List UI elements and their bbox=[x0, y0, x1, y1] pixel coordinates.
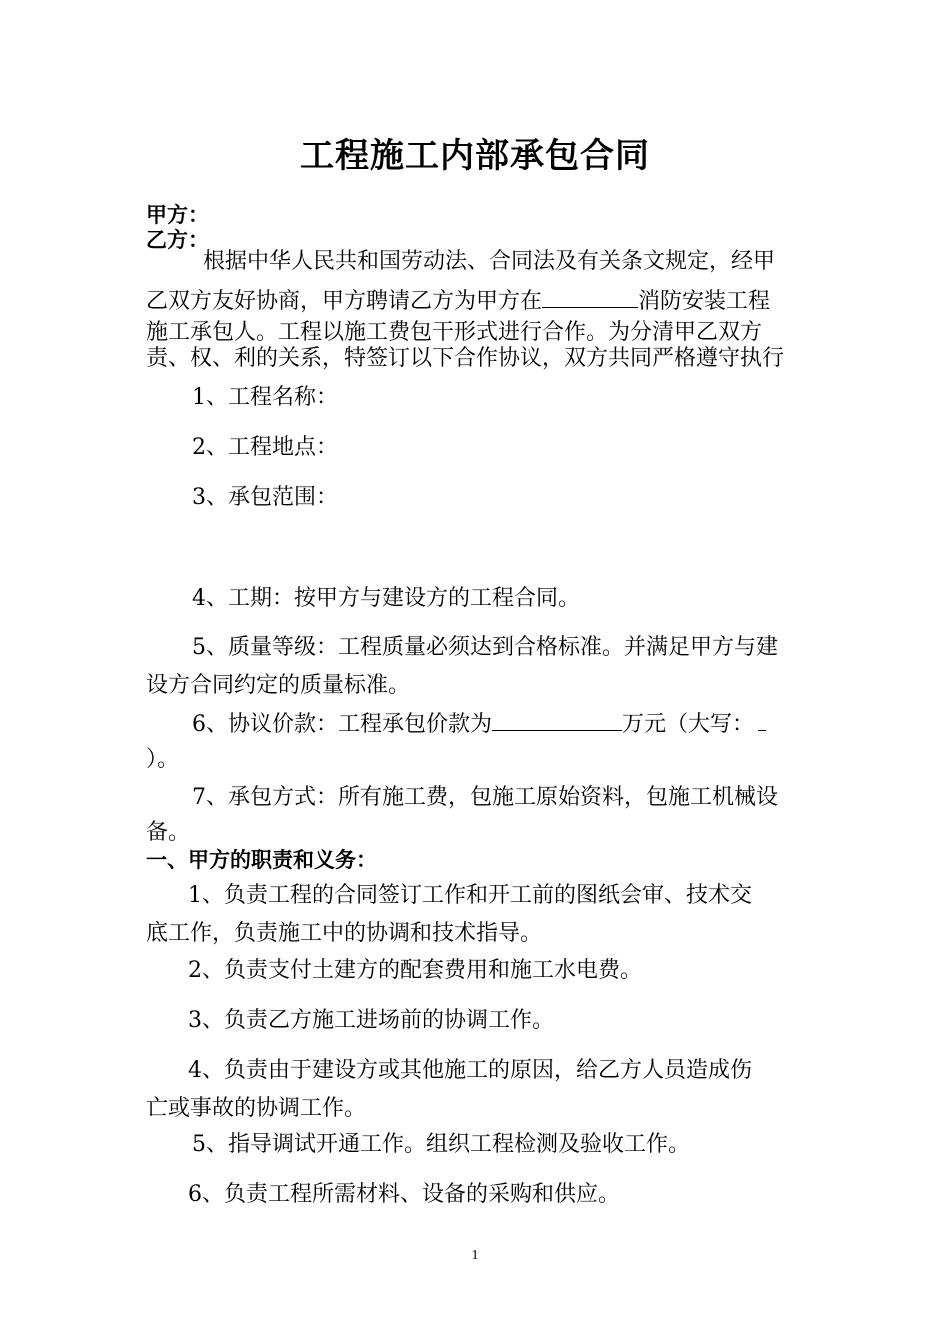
item-price bbox=[192, 708, 766, 740]
item-quality-1: 5、质量等级：工程质量必须达到合格标准。并满足甲方与建 bbox=[192, 635, 778, 660]
item-quality-2: 设方合同约定的质量标准。 bbox=[146, 673, 411, 698]
intro-line-2-tail: 消防安装工程 bbox=[638, 289, 771, 314]
item-method-2: 备。 bbox=[146, 820, 191, 845]
page-number: 1 bbox=[471, 1248, 479, 1263]
item-project-location: 2、工程地点： bbox=[192, 435, 338, 460]
document-title: 工程施工内部承包合同 bbox=[300, 136, 650, 176]
intro-line-1: 根据中华人民共和国劳动法、合同法及有关条文规定，经甲 bbox=[203, 249, 776, 274]
intro-line-4: 责、权、利的关系，特签订以下合作协议，双方共同严格遵守执行 bbox=[146, 346, 785, 371]
item-price-text: 6、协议价款：工程承包价款为 bbox=[192, 712, 492, 737]
intro-line-2 bbox=[146, 285, 770, 317]
item-contract-scope: 3、承包范围： bbox=[192, 485, 338, 510]
party-a-label: 甲方： bbox=[146, 203, 209, 227]
item-project-name: 1、工程名称： bbox=[192, 385, 338, 410]
section-1-heading: 一、甲方的职责和义务： bbox=[146, 848, 377, 872]
price-blank bbox=[492, 708, 622, 731]
item-price-close: ）。 bbox=[146, 747, 180, 772]
duty-4a: 4、负责由于建设方或其他施工的原因，给乙方人员造成伤 bbox=[188, 1058, 752, 1083]
item-duration: 4、工期：按甲方与建设方的工程合同。 bbox=[192, 586, 580, 611]
duty-1b: 底工作，负责施工中的协调和技术指导。 bbox=[146, 921, 543, 946]
intro-line-2-text: 乙双方友好协商，甲方聘请乙方为甲方在 bbox=[146, 289, 543, 314]
item-method-1: 7、承包方式：所有施工费，包施工原始资料，包施工机械设 bbox=[192, 785, 778, 810]
price-words-blank bbox=[758, 708, 766, 731]
intro-line-3: 施工承包人。工程以施工费包干形式进行合作。为分清甲乙双方 bbox=[146, 320, 763, 345]
duty-1a: 1、负责工程的合同签订工作和开工前的图纸会审、技术交 bbox=[188, 883, 752, 908]
duty-3: 3、负责乙方施工进场前的协调工作。 bbox=[188, 1008, 554, 1033]
duty-2: 2、负责支付土建方的配套费用和施工水电费。 bbox=[188, 958, 642, 983]
item-price-unit: 万元（大写： bbox=[622, 712, 755, 737]
project-blank bbox=[542, 285, 638, 308]
party-b-label: 乙方： bbox=[146, 228, 209, 252]
duty-6: 6、负责工程所需材料、设备的采购和供应。 bbox=[188, 1182, 620, 1207]
duty-4b: 亡或事故的协调工作。 bbox=[146, 1096, 367, 1121]
duty-5: 5、指导调试开通工作。组织工程检测及验收工作。 bbox=[192, 1132, 690, 1157]
